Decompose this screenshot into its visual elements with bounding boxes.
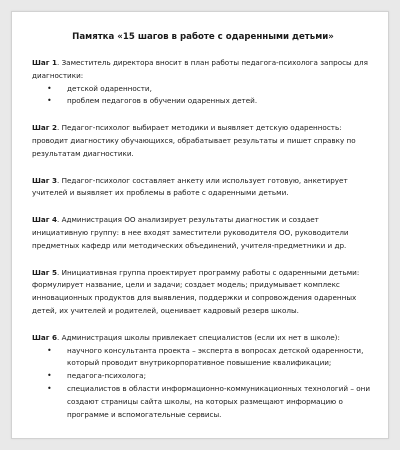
step-2 [32,122,374,160]
step-2-heading: Шаг 2 [32,123,57,133]
step-3-text: . Педагог-психолог составляет анкету или использует готовую, анкетирует учителей и выявляет их проблемы в работе с одаренными детьми. [32,175,348,198]
step-5 [32,267,374,318]
step-4 [32,214,374,252]
list-item: • детской одаренности, [32,83,374,96]
list-item: • педагога-психолога; [32,370,374,383]
step-1-list [32,83,374,109]
step-4-text: . Администрация ОО анализирует результаты диагностик и создает инициативную группу: в нее входят заместители руководителя ОО, руководители предметных кафедр или методических объединений, учителя-предметники и др. [32,215,349,250]
document-page [11,11,389,439]
list-item: • специалистов в области информационно-коммуникационных технологий – они создают страницы сайта школы, на которых размещают информацию о программе и вспомогательные сервисы. [32,383,374,421]
step-6-text: . Администрация школы привлекает специалистов (если их нет в школе): [57,332,340,342]
list-item: • научного консультанта проекта – эксперта в вопросах детской одаренности, который проводит внутрикорпоративное повышение квалификации; [32,345,374,371]
step-2-text: . Педагог-психолог выбирает методики и выявляет детскую одаренность: проводит диагностику обучающихся, обрабатывает результаты и пишет справку по результатам диагностики. [32,123,356,158]
step-1-text: . Заместитель директора вносит в план работы педагога-психолога запросы для диагностики: [32,58,368,80]
step-1-heading: Шаг 1 [32,58,57,67]
step-4-heading: Шаг 4 [32,215,57,225]
step-6 [32,332,374,422]
step-6-list [32,345,374,422]
step-5-heading: Шаг 5 [32,267,57,277]
document-title: Памятка «15 шагов в работе с одаренными детьми» [72,32,334,42]
step-5-text: . Инициативная группа проектирует программу работы с одаренными детьми: формулирует название, цели и задачи; создает модель; придумывает комплекс инновационных продуктов для выявления, поддержки и сопровождения одаренных детей, их учителей и родителей, оценивает кадровый резерв школы. [32,267,360,315]
step-3-heading: Шаг 3 [32,175,57,185]
step-1 [32,57,374,108]
step-6-heading: Шаг 6 [32,332,57,342]
step-3 [32,175,374,201]
list-item: • проблем педагогов в обучении одаренных детей. [32,95,374,108]
